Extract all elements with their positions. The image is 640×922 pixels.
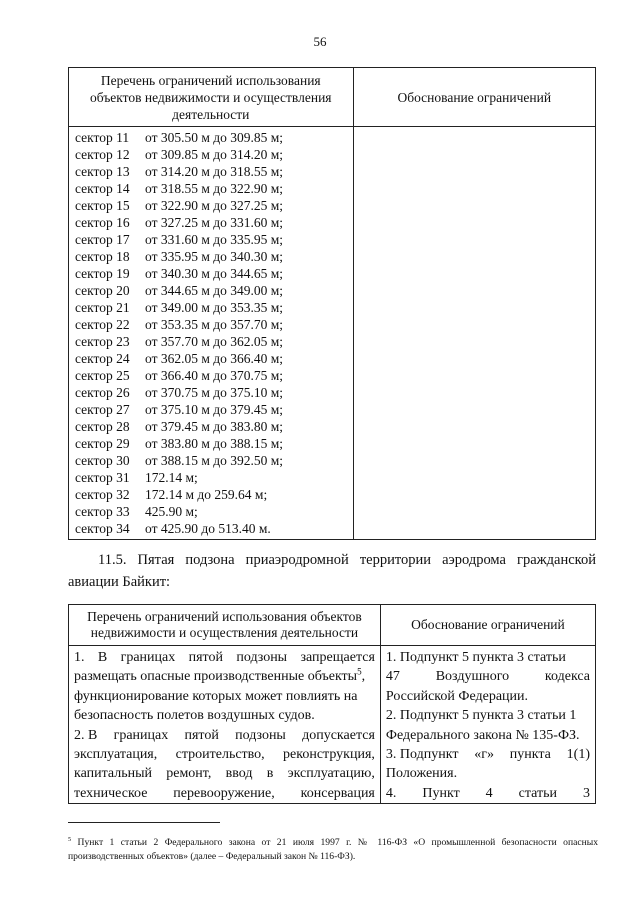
text-line [386,764,590,783]
footnote [68,836,598,864]
table-header-restrictions: Перечень ограничений использования объектов недвижимости и осуществления деятельности [69,68,354,127]
sector-name: сектор 23 [75,334,130,349]
sector-row [75,452,353,469]
sector-range: 172.14 м; [145,470,198,485]
sector-name: сектор 34 [75,521,130,536]
sector-name: сектор 15 [75,198,130,213]
word: 3. Подпункт [385,746,459,762]
sector-range: от 362.05 м до 366.40 м; [145,351,284,366]
sector-row [75,401,353,418]
text-line [386,726,590,745]
sector-row [75,350,353,367]
text-line [74,745,375,764]
section-heading-line2: авиации Байкит: [68,574,171,590]
text-line [74,726,375,745]
sector-range: от 309.85 м до 314.20 м; [145,147,284,162]
sector-name: сектор 19 [75,266,130,281]
footnote-marker: 5 [68,835,72,843]
sector-row [75,231,353,248]
sector-name: сектор 29 [75,436,130,451]
table-row [69,646,596,804]
sector-limits-table [68,67,596,540]
sector-range: от 375.10 м до 379.45 м; [145,402,284,417]
table-header-row [69,68,596,127]
sector-name: сектор 27 [75,402,130,417]
word: подзоны [236,650,288,665]
sector-range: от 370.75 м до 375.10 м; [145,385,284,400]
sector-name: сектор 20 [75,283,130,298]
text-line [386,745,590,764]
sector-range: от 314.20 м до 318.55 м; [145,164,284,179]
sector-range: от 322.90 м до 327.25 м; [145,198,284,213]
sector-row [75,299,353,316]
sector-row [75,248,353,265]
sector-range: 425.90 м; [145,504,198,519]
word: в [266,766,274,782]
sector-range: от 425.90 до 513.40 м. [145,521,271,536]
line-text: Федерального закона № 135-ФЗ. [385,727,580,743]
sector-range: от 331.60 м до 335.95 м; [145,232,284,247]
word: статьи [518,785,557,801]
sector-row [75,520,353,537]
line-text: размещать опасные производственные объекты [74,669,358,685]
sector-row [75,265,353,282]
sector-row [75,180,353,197]
sector-range: от 379.45 м до 383.80 м; [145,419,284,434]
word: 2. В [74,727,98,743]
restrictions-text-cell [69,646,381,804]
text-line [74,648,375,667]
sector-range: от 366.40 м до 370.75 м; [145,368,284,383]
sector-range: от 344.65 м до 349.00 м; [145,283,284,298]
word: границах [113,727,169,743]
sector-range: от 318.55 м до 322.90 м; [145,181,284,196]
table-header-row [69,605,596,646]
sector-name: сектор 14 [75,181,130,196]
word: кодекса [544,669,590,685]
word: Пункт [422,785,460,801]
word: 47 [385,669,400,685]
sector-row [75,418,353,435]
justification-cell [353,127,595,540]
word: эксплуатацию, [287,766,375,782]
word: 1(1) [566,746,590,762]
word: пятой [188,650,223,665]
sector-name: сектор 28 [75,419,130,434]
text-line [386,784,590,803]
zone5-restrictions-table [68,604,596,804]
sector-row [75,129,353,146]
justification-text-cell [380,646,595,804]
footnote-reference: 5 [357,666,362,677]
table-header-restrictions [69,605,381,646]
line-text: , [361,669,366,685]
sector-row [75,197,353,214]
sector-list [69,127,354,540]
word: капитальный [74,766,152,782]
sector-range: от 327.25 м до 331.60 м; [145,215,284,230]
word: границах [120,650,176,665]
sector-name: сектор 17 [75,232,130,247]
sector-row [75,367,353,384]
sector-row [75,435,353,452]
text-line [74,784,375,803]
sector-range: от 335.95 м до 340.30 м; [145,249,284,264]
sector-range: от 305.50 м до 309.85 м; [145,130,284,145]
sector-range: от 349.00 м до 353.35 м; [145,300,284,315]
text-line [74,706,375,725]
word: В [97,650,108,665]
section-heading-line1: 11.5. Пятая подзона приаэродромной территории аэродрома гражданской [98,552,596,568]
sector-range: 172.14 м до 259.64 м; [145,487,268,502]
sector-name: сектор 33 [75,504,130,519]
word: Воздушного [435,669,510,685]
text-line [386,648,590,667]
sector-row [75,503,353,520]
sector-name: сектор 13 [75,164,130,179]
footnote-text: Пункт 1 статьи 2 Федерального закона от 21 июля 1997 г. № 116-ФЗ «О промышленной безопасности опасных производственных объектов» (далее – Федеральный закон № 116-ФЗ). [68,837,598,862]
text-line [386,706,590,725]
sector-name: сектор 24 [75,351,130,366]
word: допускается [302,727,375,743]
footnote-divider [68,822,220,823]
sector-range: от 340.30 м до 344.65 м; [145,266,284,281]
word: 1. [74,650,85,665]
sector-name: сектор 22 [75,317,130,332]
sector-name: сектор 25 [75,368,130,383]
sector-row [75,146,353,163]
word: ввод [225,766,253,782]
table-row [69,127,596,540]
word: 3 [582,785,590,801]
sector-row [75,282,353,299]
text-line [74,667,375,686]
table-header-justification: Обоснование ограничений [380,605,595,646]
sector-name: сектор 32 [75,487,130,502]
line-text: функционирование которых может повлиять на [74,688,358,704]
word: ремонт, [166,766,212,782]
word: эксплуатация, [74,746,158,762]
text-line [386,667,590,686]
word: реконструкция, [283,746,375,762]
sector-name: сектор 11 [75,130,130,145]
text-line [74,764,375,783]
line-text: 2. Подпункт 5 пункта 3 статьи 1 [385,708,577,724]
sector-name: сектор 16 [75,215,130,230]
sector-name: сектор 21 [75,300,130,315]
word: подзоны [235,727,286,743]
word: техническое [74,785,148,801]
header-line: Перечень ограничений использования объектов [87,609,362,624]
sector-range: от 388.15 м до 392.50 м; [145,453,284,468]
word: 4 [485,785,493,801]
sector-name: сектор 30 [75,453,130,468]
sector-row [75,469,353,486]
page-number: 56 [313,34,327,49]
word: консервация [300,785,375,801]
sector-row [75,486,353,503]
sector-row [75,316,353,333]
word: 4. [385,785,397,801]
sector-row [75,384,353,401]
sector-name: сектор 31 [75,470,130,485]
text-line [74,687,375,706]
word: пункта [509,746,551,762]
line-text: безопасность полетов воздушных судов. [74,708,315,724]
sector-row [75,333,353,350]
table-header-justification: Обоснование ограничений [353,68,595,127]
line-text: 1. Подпункт 5 пункта 3 статьи [385,650,566,665]
sector-name: сектор 26 [75,385,130,400]
line-text: Российской Федерации. [385,688,529,704]
text-line [386,687,590,706]
word: пятой [184,727,219,743]
header-line: недвижимости и осуществления деятельности [90,625,359,640]
sector-range: от 353.35 м до 357.70 м; [145,317,284,332]
sector-row [75,214,353,231]
sector-name: сектор 12 [75,147,130,162]
word: строительство, [175,746,265,762]
word: запрещается [300,650,375,665]
sector-name: сектор 18 [75,249,130,264]
word: «г» [474,746,494,762]
line-text: Положения. [385,766,458,782]
sector-row [75,163,353,180]
sector-range: от 357.70 м до 362.05 м; [145,334,284,349]
word: перевооружение, [173,785,275,801]
sector-range: от 383.80 м до 388.15 м; [145,436,284,451]
